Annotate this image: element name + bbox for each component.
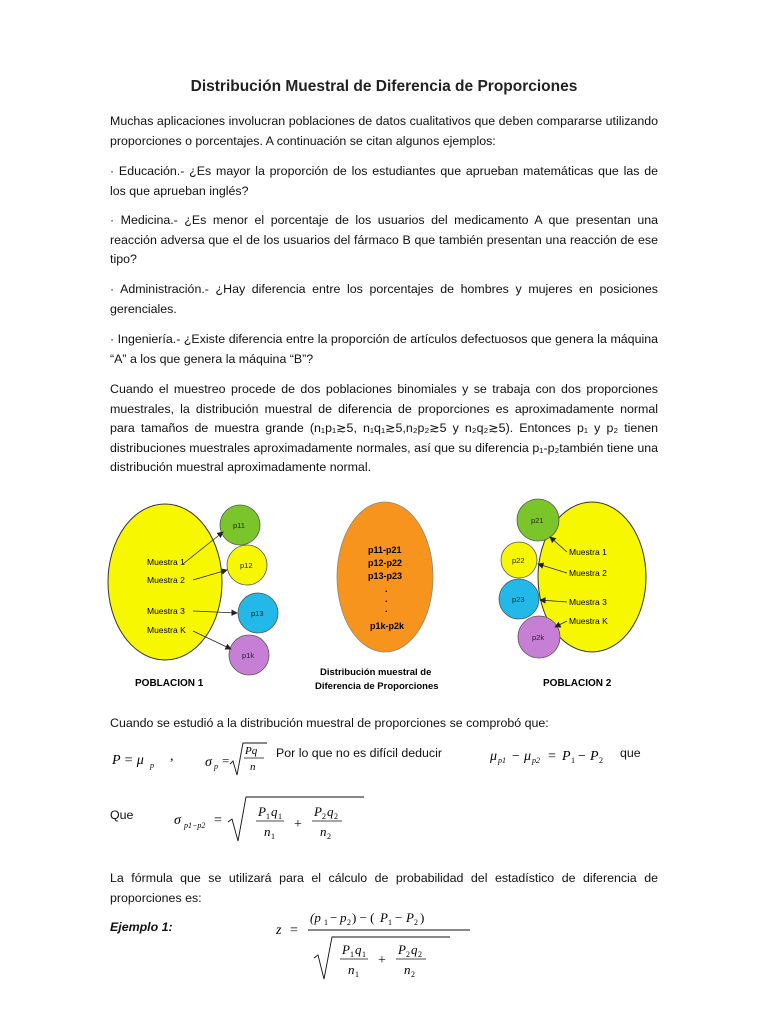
svg-text:P: P [590,749,599,764]
svg-text:z: z [276,923,282,938]
svg-text:1: 1 [362,950,366,959]
svg-text:n: n [404,962,411,977]
svg-text:Pq: Pq [245,745,258,757]
svg-text:P: P [562,749,571,764]
svg-text:−: − [330,910,338,925]
svg-text:q: q [327,804,334,819]
paragraph-educacion: · Educación.- ¿Es mayor la proporción de los estudiantes que aprueban matemáticas que las de los que aprueban inglés? [110,164,658,198]
center-line-6: . [385,604,388,614]
svg-text:1: 1 [350,950,354,959]
svg-text:n: n [320,824,327,839]
svg-text:=: = [548,749,556,764]
pop2-sample-k: Muestra K [569,616,608,626]
center-line-7: p1k-p2k [370,621,405,631]
que-label: Que [110,808,134,822]
svg-text:P: P [342,942,350,957]
svg-text:q: q [355,942,362,957]
svg-text:σ: σ [174,813,181,828]
svg-text:n: n [348,962,355,977]
svg-text:p: p [214,762,218,771]
prop-p2k-label: p2k [532,633,545,642]
pop2-sample-2: Muestra 2 [569,568,607,578]
svg-text:2: 2 [322,812,326,821]
svg-text:,: , [170,749,174,764]
svg-text:p: p [340,910,347,925]
svg-text:q: q [411,942,418,957]
svg-text:q: q [271,804,278,819]
formula-mean-and-sigma [108,740,268,780]
center-line-1: p11-p21 [368,545,402,555]
svg-text:+: + [294,817,302,832]
pop2-sample-1: Muestra 1 [569,547,607,557]
svg-text:P: P [406,910,414,925]
svg-text:2: 2 [347,918,351,927]
svg-text:1: 1 [271,832,275,841]
paragraph-administracion: · Administración.- ¿Hay diferencia entre los porcentajes de hombres y mujeres en posiciones gerenciales. [110,282,658,316]
svg-text:n: n [250,761,256,773]
svg-text:1: 1 [278,812,282,821]
center-line-5: . [385,594,388,604]
paragraph-estudio: Cuando se estudió a la distribución muestral de proporciones se comprobó que: [110,716,549,730]
center-line-3: p13-p23 [368,571,403,581]
pop1-sample-3: Muestra 3 [147,606,185,616]
svg-text:P = μ: P = μ [112,753,144,768]
svg-text:2: 2 [414,918,418,927]
svg-text:2: 2 [327,832,331,841]
ejemplo-label: Ejemplo 1: [110,920,173,934]
prop-p12-label: p12 [240,561,253,570]
paragraph-intro: Muchas aplicaciones involucran poblaciones de datos cualitativos que deben compararse utilizando proporciones o porcentajes. A continuación se citan algunos ejemplos: [110,114,658,148]
prop-p13-label: p13 [251,609,264,618]
center-line-4: . [385,584,388,594]
svg-text:P: P [380,910,388,925]
svg-text:=: = [214,813,222,828]
paragraph-muestreo: Cuando el muestreo procede de dos poblaciones binomiales y se trabaja con dos proporciones muestrales, la distribución muestral de diferencia de proporciones es aproximadamente normal para tamaños de muestra grande (n₁p₁≳5, n₁q₁≳5,n₂p₂≳5 y n₂q₂≳5). Entonces p₁ y p₂ tienen distribuciones muestrales aproximadamente normales, así que su diferencia p₁-p₂también tiene una distribución muestral aproximadamente normal. [110,382,658,474]
svg-text:μ: μ [524,749,532,764]
svg-text:P: P [398,942,406,957]
paragraph-ingenieria: · Ingeniería.- ¿Existe diferencia entre la proporción de artículos defectuosos que genera la máquina “A” a los que genera la máquina “B”? [110,332,658,366]
prop-p1k-label: p1k [242,651,255,660]
svg-text:1: 1 [355,970,359,979]
svg-text:−: − [395,910,403,925]
svg-text:(p: (p [310,910,321,925]
center-line-2: p12-p22 [368,558,403,568]
svg-text:=: = [290,923,298,938]
svg-text:) − (: ) − ( [352,910,375,925]
prop-p21-label: p21 [531,516,544,525]
pop1-sample-2: Muestra 2 [147,575,185,585]
prop-p11-label: p11 [233,521,245,530]
svg-text:+: + [378,953,386,968]
pop1-sample-k: Muestra K [147,625,186,635]
svg-text:p2: p2 [532,756,540,765]
svg-text:): ) [420,910,425,925]
svg-text:2: 2 [411,970,415,979]
svg-text:−: − [578,749,586,764]
svg-text:−: − [512,749,520,764]
svg-text:p1: p1 [498,756,506,765]
prop-p23-label: p23 [512,595,525,604]
pop1-sample-1: Muestra 1 [147,557,185,567]
svg-text:p: p [150,761,154,770]
svg-text:2: 2 [418,950,422,959]
svg-text:1: 1 [571,756,575,765]
population-2-label: POBLACION 2 [543,678,612,689]
population-1-label: POBLACION 1 [135,678,204,689]
svg-text:=: = [222,753,230,768]
svg-text:1: 1 [266,812,270,821]
paragraph-formula-intro: La fórmula que se utilizará para el cálculo de probabilidad del estadístico de diferencia de proporciones es: [110,871,658,905]
svg-text:1: 1 [324,918,328,927]
formula-z-statistic [274,900,474,982]
sampling-diagram [105,492,665,702]
svg-text:n: n [264,824,271,839]
prop-p22-label: p22 [512,556,525,565]
por-lo-que-text: Por lo que no es difícil deducir [276,746,442,760]
center-caption-2: Diferencia de Proporciones [315,681,439,692]
que-after-text: que [620,746,641,760]
pop2-sample-3: Muestra 3 [569,597,607,607]
svg-text:2: 2 [406,950,410,959]
paragraph-medicina: · Medicina.- ¿Es menor el porcentaje de los usuarios del medicamento A que presentan una reacción adversa que el de los usuarios del fármaco B que también presentan una reacción de ese tipo? [110,213,658,266]
svg-text:2: 2 [334,812,338,821]
svg-text:P: P [314,804,322,819]
svg-text:P: P [258,804,266,819]
page-title: Distribución Muestral de Diferencia de Proporciones [190,78,578,95]
svg-text:μ: μ [490,749,498,764]
svg-text:1: 1 [388,918,392,927]
formula-sigma-difference [172,792,372,846]
formula-difference-of-means [488,740,614,770]
svg-text:p1−p2: p1−p2 [184,821,206,830]
center-caption-1: Distribución muestral de [320,667,432,678]
svg-text:2: 2 [599,756,603,765]
svg-text:σ: σ [205,755,212,770]
